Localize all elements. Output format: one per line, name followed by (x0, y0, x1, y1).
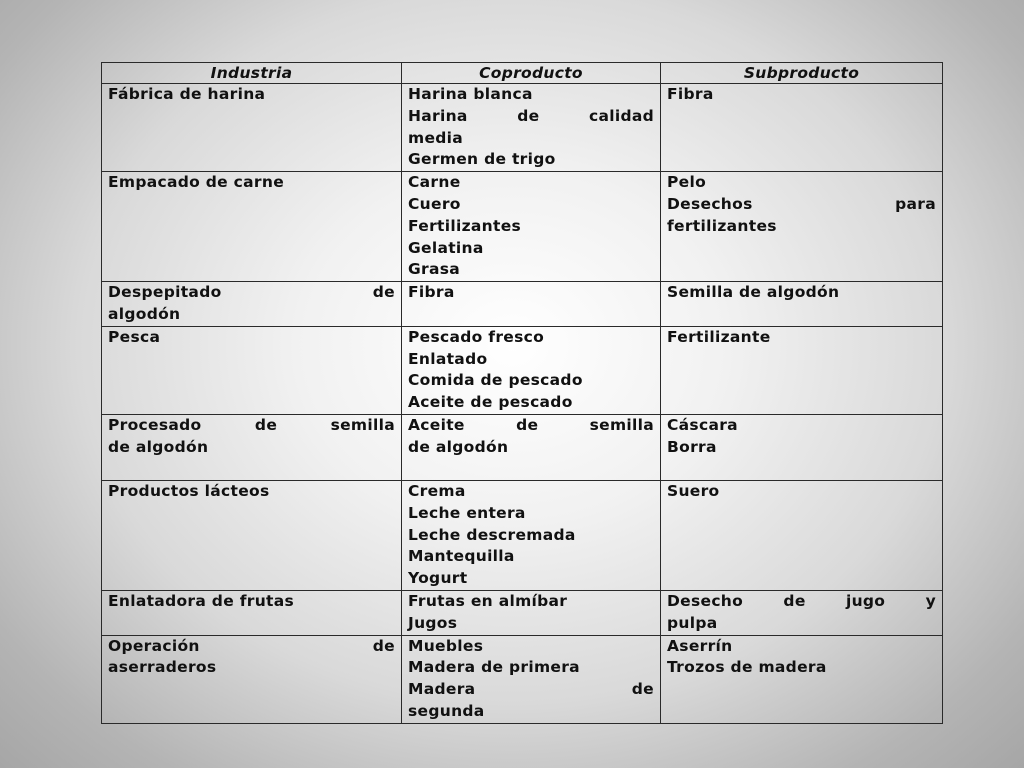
cell-line: de algodón (108, 437, 209, 456)
cell-industria (102, 84, 402, 172)
cell-line: Leche entera (408, 503, 526, 522)
cell-coproducto (402, 480, 661, 590)
cell-line: Grasa (408, 260, 461, 279)
cell-line: Procesado de semilla (108, 415, 395, 434)
cell-line: Borra (667, 437, 717, 456)
cell-line: Pescado fresco (408, 327, 545, 346)
cell-line: Desechos para (667, 194, 936, 213)
cell-industria (102, 282, 402, 327)
header-subproducto: Subproducto (661, 63, 943, 84)
cell-line: Fibra (667, 85, 714, 103)
cell-subproducto (661, 414, 943, 480)
cell-coproducto (402, 282, 661, 327)
cell-line: Fibra (408, 283, 455, 302)
cell-line: Gelatina (408, 238, 484, 257)
cell-line: Productos lácteos (108, 481, 270, 500)
cell-subproducto (661, 590, 943, 635)
cell-line: Leche descremada (408, 525, 576, 544)
cell-line: Aceite de semilla (408, 415, 654, 434)
cell-line: Comida de pescado (408, 371, 583, 390)
table-header-row (102, 63, 943, 84)
table-row (102, 172, 943, 282)
cell-line: Cáscara (667, 415, 738, 434)
cell-subproducto (661, 282, 943, 327)
cell-line: de algodón (408, 437, 509, 456)
cell-industria (102, 326, 402, 414)
cell-line: Germen de trigo (408, 150, 556, 169)
table-row (102, 282, 943, 327)
cell-line: Mantequilla (408, 547, 515, 566)
cell-line: Enlatadora de frutas (108, 591, 295, 610)
cell-line: Frutas en almíbar (408, 591, 568, 610)
cell-line: Enlatado (408, 349, 488, 368)
cell-line: Jugos (408, 613, 458, 632)
table-row (102, 326, 943, 414)
cell-line: Crema (408, 481, 466, 500)
cell-line: aserraderos (108, 658, 217, 677)
header-coproducto: Coproducto (402, 63, 661, 84)
table-row (102, 635, 943, 723)
cell-line: Madera de primera (408, 658, 580, 677)
product-table (101, 62, 943, 724)
cell-line: fertilizantes (667, 216, 777, 235)
cell-line: Cuero (408, 194, 461, 213)
cell-subproducto (661, 635, 943, 723)
cell-line: Harina blanca (408, 85, 533, 103)
cell-line: Yogurt (408, 569, 468, 588)
table-row (102, 84, 943, 172)
cell-coproducto (402, 635, 661, 723)
cell-industria (102, 172, 402, 282)
table-body (102, 84, 943, 724)
cell-line: Madera de (408, 680, 654, 699)
cell-line: Muebles (408, 636, 484, 655)
cell-line: Pelo (667, 173, 707, 192)
cell-industria (102, 635, 402, 723)
table-row (102, 480, 943, 590)
cell-coproducto (402, 326, 661, 414)
cell-line: algodón (108, 304, 181, 323)
cell-line: Aserrín (667, 636, 733, 655)
cell-line: Harina de calidad (408, 106, 654, 125)
cell-line: Operación de (108, 636, 395, 655)
cell-coproducto (402, 414, 661, 480)
cell-subproducto (661, 84, 943, 172)
cell-coproducto (402, 172, 661, 282)
cell-line: media (408, 128, 464, 147)
cell-line: pulpa (667, 613, 718, 632)
cell-line: Carne (408, 173, 461, 192)
table-row (102, 414, 943, 480)
cell-industria (102, 480, 402, 590)
cell-coproducto (402, 590, 661, 635)
cell-industria (102, 590, 402, 635)
cell-line: Pesca (108, 327, 161, 346)
cell-industria (102, 414, 402, 480)
cell-line: Fábrica de harina (108, 85, 266, 103)
cell-subproducto (661, 172, 943, 282)
cell-line: segunda (408, 701, 485, 720)
header-industria: Industria (102, 63, 402, 84)
cell-subproducto (661, 326, 943, 414)
cell-coproducto (402, 84, 661, 172)
cell-subproducto (661, 480, 943, 590)
cell-line: Empacado de carne (108, 173, 285, 192)
cell-line: Semilla de algodón (667, 283, 840, 302)
cell-line: Aceite de pescado (408, 393, 573, 412)
cell-line: Despepitado de (108, 283, 395, 302)
cell-line: Trozos de madera (667, 658, 827, 677)
cell-line: Desecho de jugo y (667, 591, 936, 610)
table-row (102, 590, 943, 635)
cell-line: Fertilizante (667, 327, 771, 346)
cell-line: Suero (667, 481, 720, 500)
cell-line: Fertilizantes (408, 216, 522, 235)
